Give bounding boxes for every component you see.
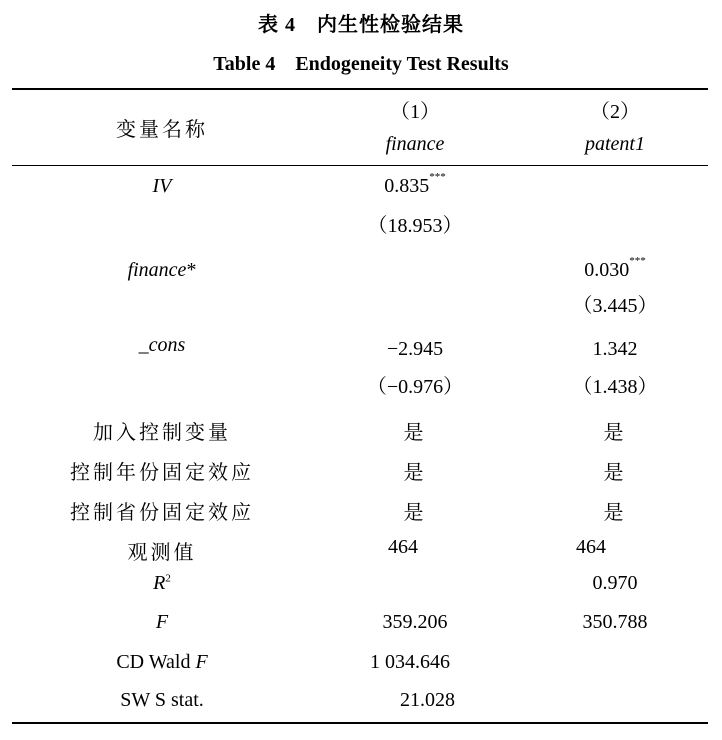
row-label-observations: 观测值 <box>127 540 197 564</box>
observations-col1: 464 <box>388 536 418 558</box>
control-vars-col1: 是 <box>403 420 427 444</box>
cons-tstat-col1: （−0.976） <box>366 376 464 398</box>
prov-fe-col1: 是 <box>403 500 427 524</box>
row-label-sw: SW S stat. <box>120 689 204 711</box>
cd-wald-col1: 1 034.646 <box>370 651 450 673</box>
iv-coef-col1 <box>330 171 500 198</box>
col2-number: （2） <box>590 101 640 123</box>
f-col1: 359.206 <box>382 611 448 633</box>
row-label-r2 <box>12 572 312 595</box>
row-label-iv: IV <box>152 175 172 197</box>
iv-coef-value: 0.835 <box>384 175 430 197</box>
col1-name: finance <box>385 133 445 155</box>
sw-col1: 21.028 <box>400 689 455 711</box>
r2-label: R <box>153 572 166 594</box>
iv-tstat-col1: （18.953） <box>367 215 463 237</box>
year-fe-col2: 是 <box>603 460 627 484</box>
iv-significance: *** <box>429 171 446 184</box>
control-vars-col2: 是 <box>603 420 627 444</box>
finance-hat-label: finance <box>127 259 187 281</box>
row-label-year-fe: 控制年份固定效应 <box>70 460 254 484</box>
finance-hat-coef-value: 0.030 <box>584 259 630 281</box>
row-label-cd-wald <box>12 651 312 674</box>
table-title-english: Table 4 Endogeneity Test Results <box>213 53 509 75</box>
col1-number: （1） <box>390 101 440 123</box>
f-col2: 350.788 <box>582 611 648 633</box>
row-label-finance-hat <box>12 259 312 282</box>
observations-col2: 464 <box>576 536 606 558</box>
finance-hat-asterisk: * <box>186 259 197 281</box>
table-title-chinese: 表 4 内生性检验结果 <box>258 14 464 36</box>
row-label-cons: _cons <box>138 334 186 356</box>
row-label-f: F <box>155 611 169 633</box>
finance-hat-significance: *** <box>629 255 646 268</box>
year-fe-col1: 是 <box>403 460 427 484</box>
prov-fe-col2: 是 <box>603 500 627 524</box>
cons-coef-col2: 1.342 <box>592 338 638 360</box>
finance-hat-tstat-col2: （3.445） <box>572 295 658 317</box>
top-rule <box>12 88 708 90</box>
r2-superscript: 2 <box>165 572 171 585</box>
bottom-rule <box>12 722 708 724</box>
header-rule <box>12 165 708 166</box>
variable-name-header: 变量名称 <box>116 117 208 141</box>
row-label-control-vars: 加入控制变量 <box>93 420 231 444</box>
cd-wald-label: CD Wald <box>116 651 196 673</box>
row-label-prov-fe: 控制省份固定效应 <box>70 500 254 524</box>
finance-hat-coef-col2 <box>530 255 700 282</box>
r2-col2: 0.970 <box>592 572 638 594</box>
cons-tstat-col2: （1.438） <box>572 376 658 398</box>
cons-coef-col1: −2.945 <box>386 338 444 360</box>
col2-name: patent1 <box>585 133 645 155</box>
cd-wald-f: F <box>195 651 208 673</box>
